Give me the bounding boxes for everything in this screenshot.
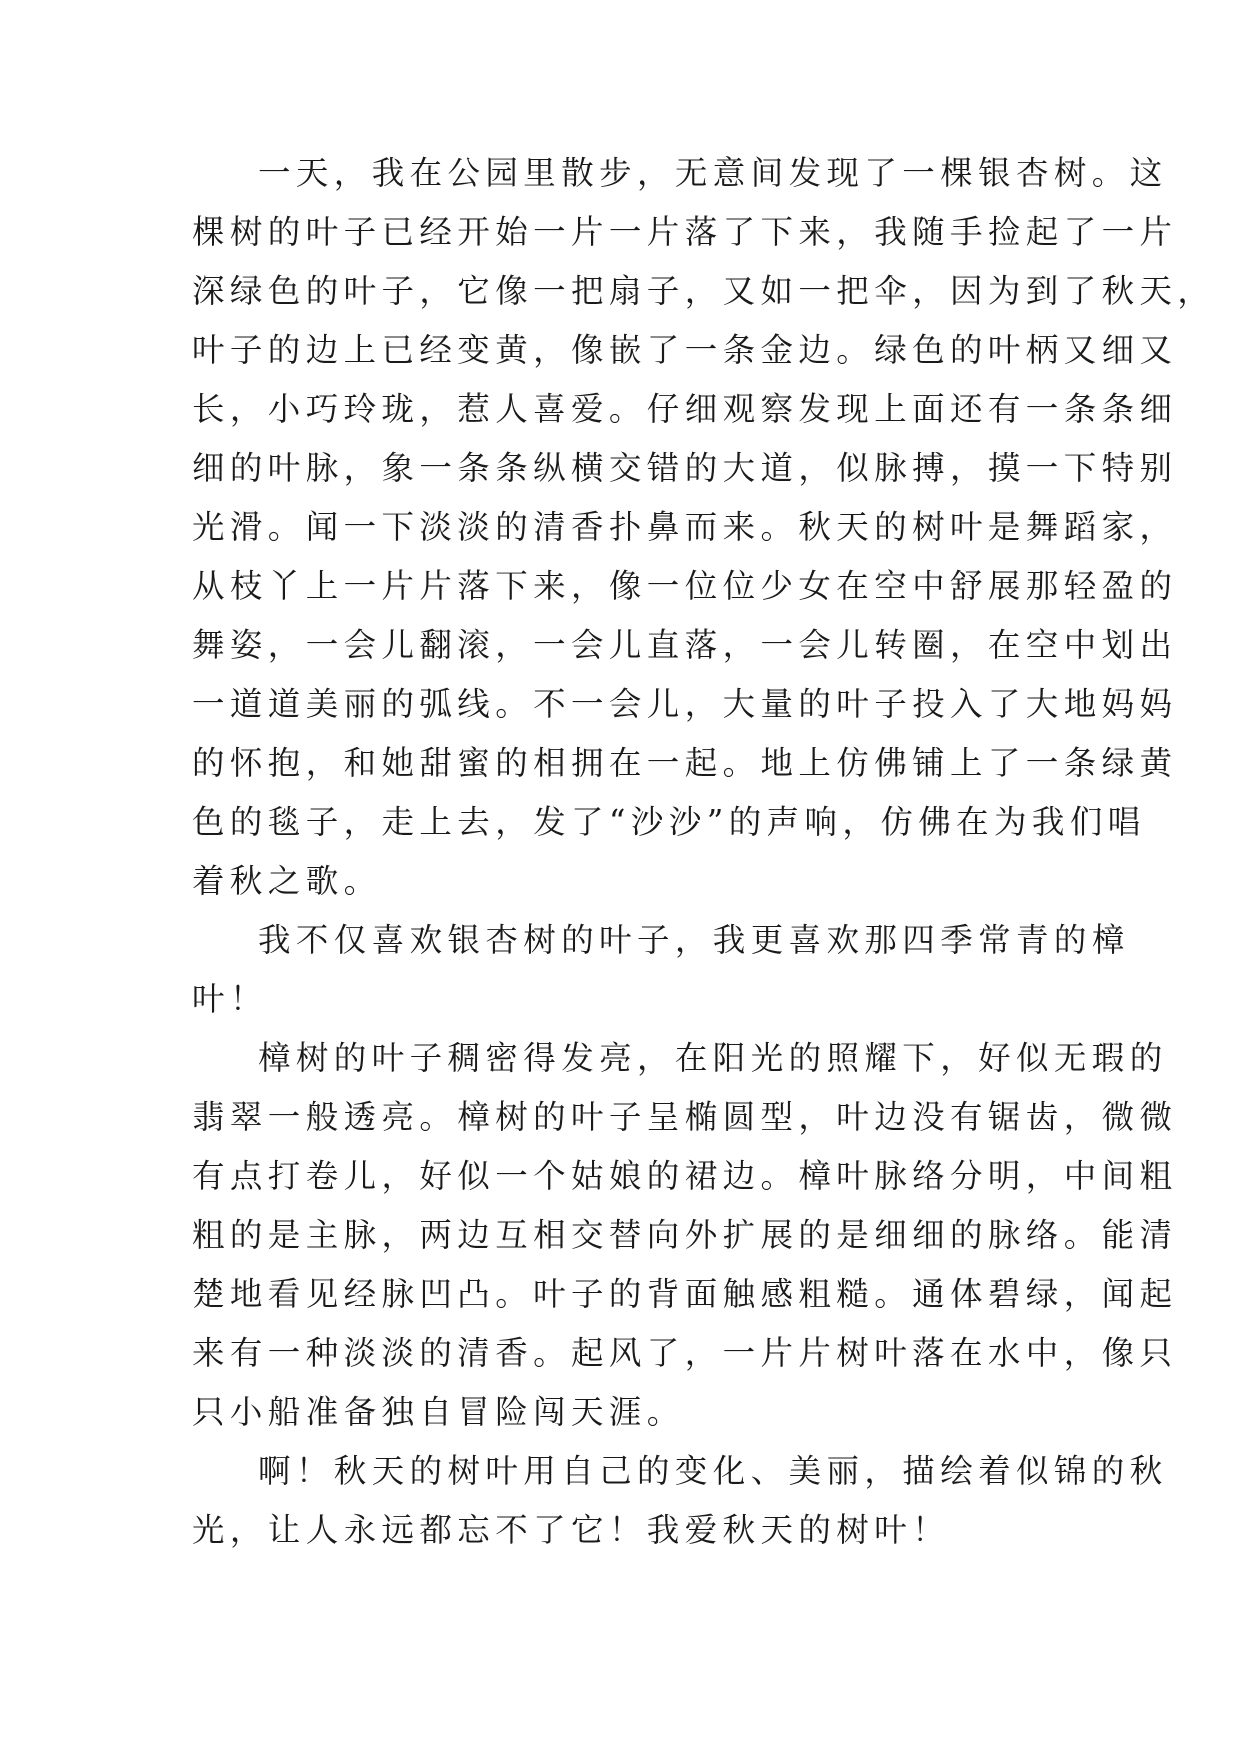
text-line: 来有一种淡淡的清香。起风了，一片片树叶落在水中，像只	[192, 1334, 1178, 1372]
paragraph-conclusion	[192, 1448, 1168, 1554]
text-line: 啊！秋天的树叶用自己的变化、美丽，描绘着似锦的秋	[258, 1452, 1168, 1490]
text-line: 的怀抱，和她甜蜜的相拥在一起。地上仿佛铺上了一条绿黄	[192, 744, 1178, 782]
text-line: 细的叶脉，象一条条纵横交错的大道，似脉搏，摸一下特别	[192, 449, 1178, 487]
text-line: 深绿色的叶子，它像一把扇子，又如一把伞，因为到了秋天，	[192, 272, 1216, 310]
text-line: 一天，我在公园里散步，无意间发现了一棵银杏树。这	[258, 154, 1168, 192]
text-line: 一道道美丽的弧线。不一会儿，大量的叶子投入了大地妈妈	[192, 685, 1178, 723]
text-line: 楚地看见经脉凹凸。叶子的背面触感粗糙。通体碧绿，闻起	[192, 1275, 1178, 1313]
text-line: 从枝丫上一片片落下来，像一位位少女在空中舒展那轻盈的	[192, 567, 1178, 605]
text-line: 樟树的叶子稠密得发亮，在阳光的照耀下，好似无瑕的	[258, 1039, 1168, 1077]
text-line: 叶子的边上已经变黄，像嵌了一条金边。绿色的叶柄又细又	[192, 331, 1178, 369]
text-line: 舞姿，一会儿翻滚，一会儿直落，一会儿转圈，在空中划出	[192, 626, 1178, 664]
text-line: 光，让人永远都忘不了它！我爱秋天的树叶！	[192, 1511, 951, 1549]
text-line: 光滑。闻一下淡淡的清香扑鼻而来。秋天的树叶是舞蹈家，	[192, 508, 1178, 546]
text-line: 叶！	[192, 980, 268, 1018]
text-line: 色的毯子，走上去，发了“沙沙”的声响，仿佛在为我们唱	[192, 803, 1146, 841]
paragraph-camphor	[192, 1035, 1178, 1436]
document-page	[192, 150, 1216, 1566]
paragraph-ginkgo	[192, 150, 1216, 905]
text-line: 有点打卷儿，好似一个姑娘的裙边。樟叶脉络分明，中间粗	[192, 1157, 1178, 1195]
text-line: 翡翠一般透亮。樟树的叶子呈椭圆型，叶边没有锯齿，微微	[192, 1098, 1178, 1136]
paragraph-camphor-intro	[192, 917, 1130, 1023]
text-line: 着秋之歌。	[192, 862, 382, 900]
text-line: 只小船准备独自冒险闯天涯。	[192, 1393, 685, 1431]
text-line: 长，小巧玲珑，惹人喜爱。仔细观察发现上面还有一条条细	[192, 390, 1178, 428]
text-line: 棵树的叶子已经开始一片一片落了下来，我随手捡起了一片	[192, 213, 1178, 251]
text-line: 粗的是主脉，两边互相交替向外扩展的是细细的脉络。能清	[192, 1216, 1178, 1254]
text-line: 我不仅喜欢银杏树的叶子，我更喜欢那四季常青的樟	[258, 921, 1130, 959]
